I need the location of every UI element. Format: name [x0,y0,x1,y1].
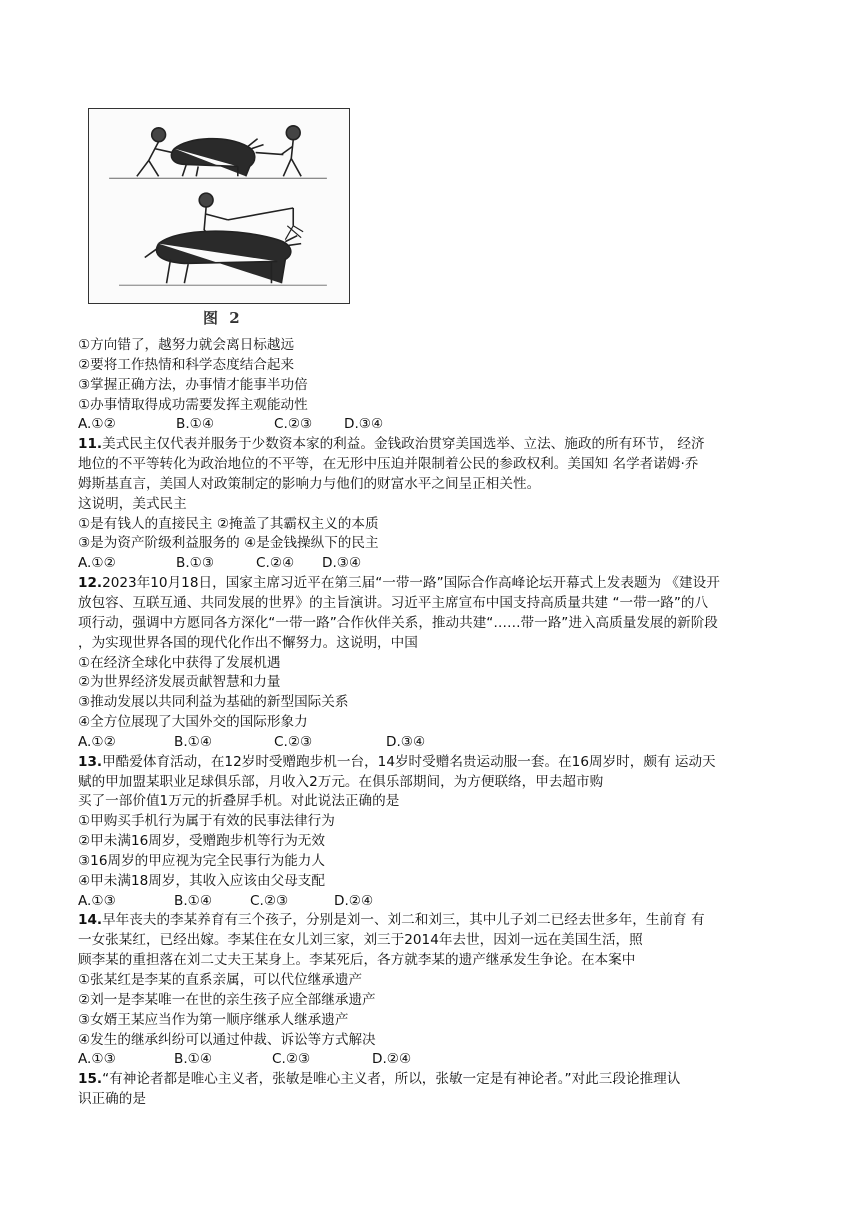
bottom-scene [119,193,327,285]
question-stem [78,435,798,455]
statement: ①办事情取得成功需要发挥主观能动性 [78,396,308,413]
option-c: C.②④ [256,555,295,572]
option-b: B.①④ [176,416,215,433]
statement: ①在经济全球化中获得了发展机遇 [78,654,281,671]
option-a: A.①② [78,416,116,433]
option-d: D.②④ [372,1051,412,1068]
statement: ④甲未满18周岁，其收入应该由父母支配 [78,872,325,889]
stem-text: 识正确的是 [78,1091,146,1108]
option-a: A.①② [78,555,116,572]
stem-text: 放包容、互联互通、共同发展的世界》的主旨演讲。习近平主席宣布中国支持高质量共建 “一带一路”的八 [78,594,709,611]
statement: ②要将工作热情和科学态度结合起来 [78,356,295,373]
stem-text: ，为实现世界各国的现代化作出不懈努力。这说明，中国 [78,634,418,651]
question-12 [78,574,798,753]
answer-options [78,733,798,753]
figure-caption: 图 2 [203,309,243,327]
statement: ③16周岁的甲应视为完全民事行为能力人 [78,852,325,869]
question-stem [78,574,798,594]
top-scene [109,126,327,178]
option-d: D.③④ [386,733,426,750]
statement: ①甲购买手机行为属于有效的民事法律行为 [78,813,335,830]
statement: ②甲未满16周岁，受赠跑步机等行为无效 [78,833,325,850]
statement: ③掌握正确方法，办事情才能事半功倍 [78,376,308,393]
stem-text: 姆斯基直言，美国人对政策制定的影响力与他们的财富水平之间呈正相关性。 [78,475,541,492]
option-c: C.②③ [250,892,289,909]
question-14 [78,911,798,1070]
question-stem [78,753,798,773]
option-b: B.①③ [176,555,215,572]
question-content [78,336,798,1110]
stem-text: “有神论者都是唯心主义者，张敏是唯心主义者，所以，张敏一定是有神论者。”对此三段论推理认 [102,1071,681,1088]
option-c: C.②③ [274,733,313,750]
option-d: D.②④ [334,892,374,909]
option-b: B.①④ [174,1051,213,1068]
statement: ③是为资产阶级利益服务的 ④是金钱操纵下的民主 [78,535,379,552]
stem-text: 赋的甲加盟某职业足球俱乐部，月收入2万元。在俱乐部期间，为方便联络，甲去超市购 [78,773,604,790]
statement: ②刘一是李某唯一在世的亲生孩子应全部继承遗产 [78,991,376,1008]
stem-text: 买了一部价值1万元的折叠屏手机。对此说法正确的是 [78,793,400,810]
question-number: 14. [78,912,103,929]
statement: ④全方位展现了大国外交的国际形象力 [78,714,308,731]
answer-options [78,415,798,435]
option-c: C.②③ [274,416,313,433]
stem-text: 2023年10月18日，国家主席习近平在第三届“一带一路”国际合作高峰论坛开幕式上发表题为 《建设开 [102,575,720,592]
stem-text: 地位的不平等转化为政治地位的不平等，在无形中压迫并限制着公民的参政权利。美国知 名学者诺姆·乔 [78,456,699,473]
question-10 [78,336,798,435]
question-11 [78,435,798,574]
question-stem [78,911,798,931]
statement: ③女婿王某应当作为第一顺序继承人继承遗产 [78,1011,349,1028]
option-a: A.①③ [78,1051,116,1068]
statement: ①张某红是李某的直系亲属，可以代位继承遗产 [78,972,363,988]
question-13 [78,753,798,912]
option-a: A.①③ [78,892,116,909]
statement: ④发生的继承纠纷可以通过仲裁、诉讼等方式解决 [78,1031,376,1048]
question-number: 13. [78,753,103,770]
answer-options [78,554,798,574]
option-c: C.②③ [272,1051,311,1068]
question-number: 11. [78,436,103,453]
stem-text: 项行动，强调中方愿同各方深化“一带一路”合作伙伴关系，推动共建“……带一路”进入高质量发展的新阶段 [78,614,718,631]
question-15 [78,1070,798,1110]
statement: ①方向错了，越努力就会离日标越远 [78,337,295,353]
statement: ②为世界经济发展贡献智慧和力量 [78,674,281,691]
stem-text: 早年丧夫的李某养育有三个孩子，分别是刘一、刘二和刘三，其中儿子刘二已经去世多年，生前育 有 [102,912,705,929]
answer-options [78,1050,798,1070]
option-b: B.①④ [174,733,213,750]
answer-options [78,892,798,912]
question-stem [78,1070,798,1090]
option-d: D.③④ [322,555,362,572]
stem-text: 甲酷爱体育活动，在12岁时受赠跑步机一台，14岁时受赠名贵运动服一套。在16周岁时，颇有 运动天 [102,753,716,770]
stem-text: 美式民主仅代表并服务于少数资本家的利益。金钱政治贯穿美国选举、立法、施政的所有环节， 经济 [102,436,705,453]
stem-text: 一女张某红，已经出嫁。李某住在女儿刘三家，刘三于2014年去世，因刘一远在美国生活，照 [78,932,643,949]
statement: ①是有钱人的直接民主 ②掩盖了其霸权主义的本质 [78,515,379,532]
statement: ③推动发展以共同利益为基础的新型国际关系 [78,694,349,711]
option-b: B.①④ [174,892,213,909]
option-a: A.①② [78,733,116,750]
cartoon-figure [88,108,350,304]
option-d: D.③④ [344,416,384,433]
question-number: 12. [78,575,103,592]
cartoon-illustration [89,109,349,303]
stem-text: 顾李某的重担落在刘二丈夫王某身上。李某死后，各方就李某的遗产继承发生争论。在本案中 [78,952,636,969]
question-number: 15. [78,1071,103,1088]
stem-text: 这说明，美式民主 [78,495,187,512]
